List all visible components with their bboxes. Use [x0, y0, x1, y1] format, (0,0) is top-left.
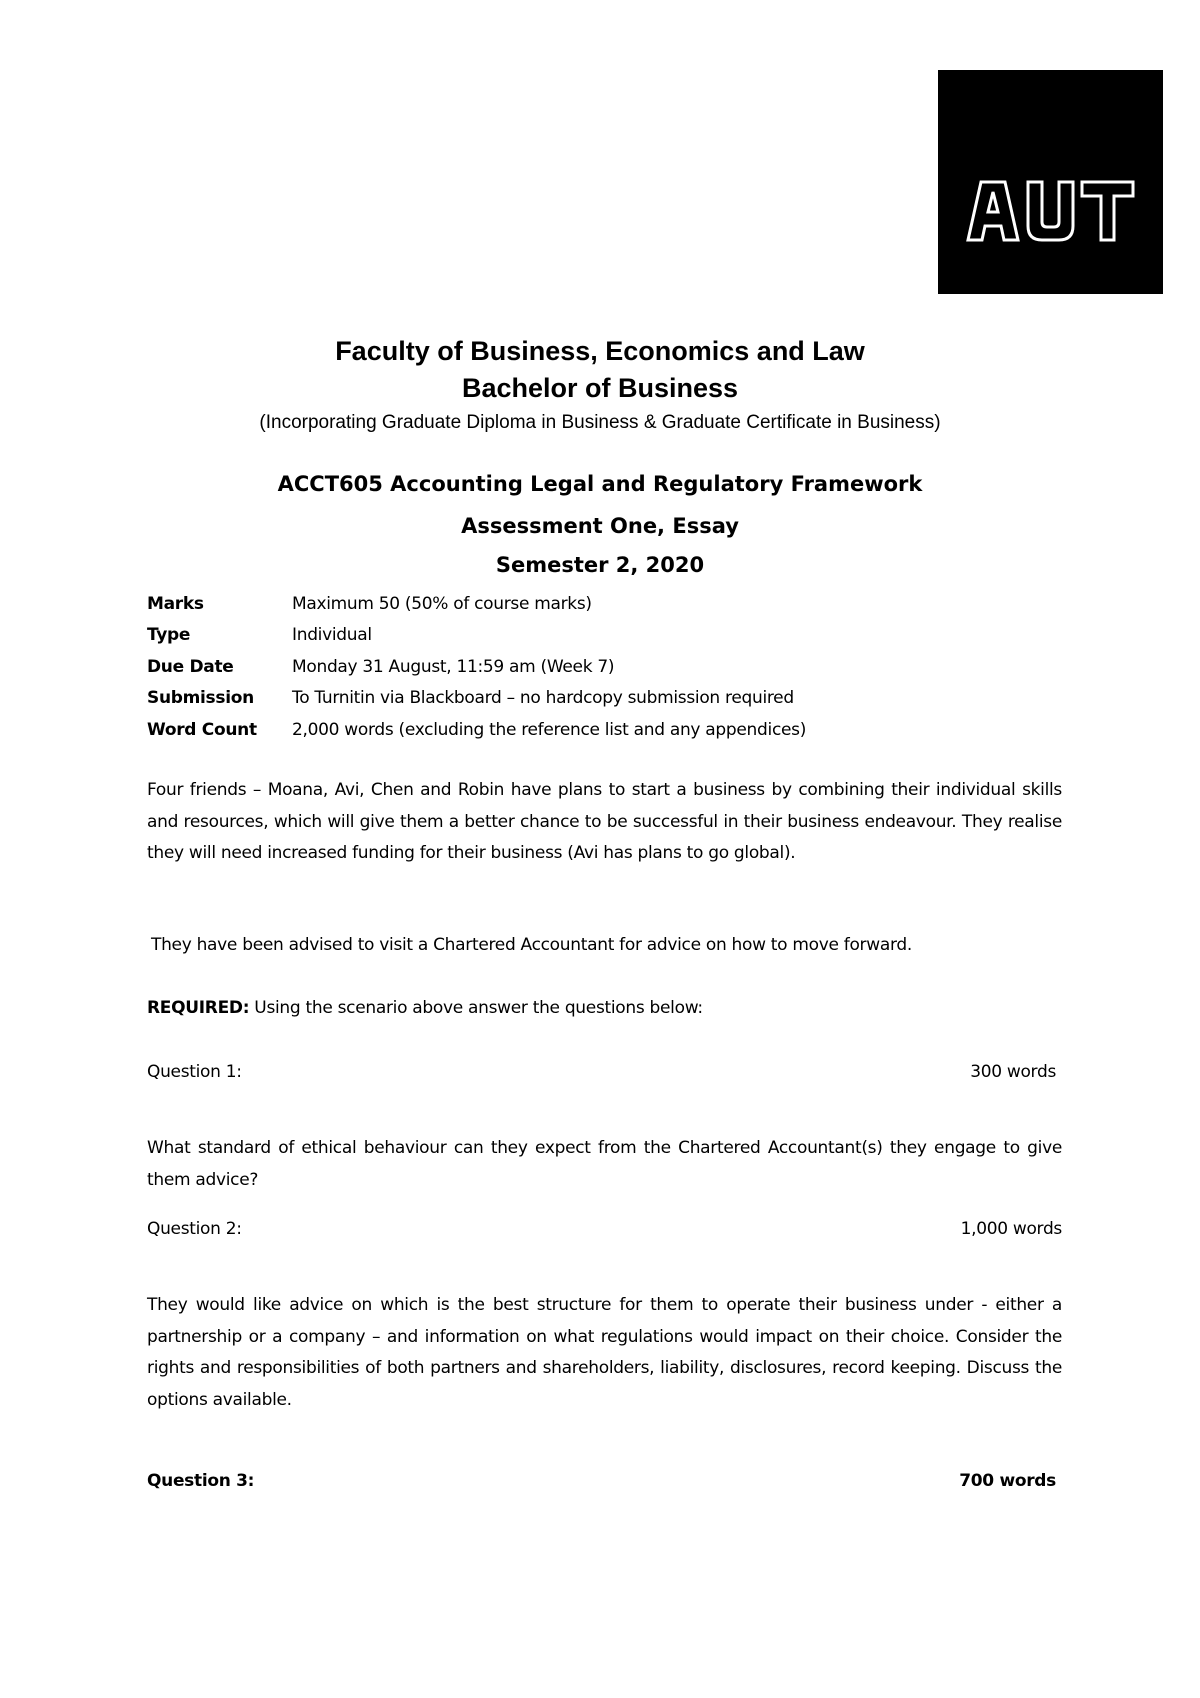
question-1-header: [147, 1057, 1062, 1089]
detail-row-marks: [147, 588, 1067, 620]
question-label: Question 3:: [147, 1471, 255, 1491]
question-label: Question 2:: [147, 1219, 242, 1239]
scenario-paragraph: Four friends – Moana, Avi, Chen and Robin have plans to start a business by combining their individual skills and resources, which will give them a better chance to be successful in their business endeavour. They realise they will need increased funding for their business (Avi has plans to go global).: [147, 780, 1062, 863]
semester-title: Semester 2, 2020: [495, 553, 705, 577]
aut-logo: [938, 70, 1163, 294]
detail-value: 2,000 words (excluding the reference list and any appendices): [292, 719, 807, 740]
detail-label: Due Date: [147, 656, 234, 677]
assessment-details: [147, 588, 1067, 746]
course-title: ACCT605 Accounting Legal and Regulatory Framework: [277, 472, 923, 496]
detail-label: Submission: [147, 688, 254, 709]
detail-value: Maximum 50 (50% of course marks): [292, 593, 592, 614]
question-3-header: [147, 1466, 1062, 1498]
detail-value: To Turnitin via Blackboard – no hardcopy submission required: [292, 688, 794, 709]
detail-row-type: [147, 620, 1067, 652]
detail-value: Monday 31 August, 11:59 am (Week 7): [292, 656, 615, 677]
question-1-text: What standard of ethical behaviour can they expect from the Chartered Accountant(s) they engage to give them advice?: [147, 1138, 1062, 1190]
required-instruction: [147, 993, 1062, 1025]
aut-logo-mark: [938, 70, 1163, 294]
required-text: Using the scenario above answer the questions below:: [249, 998, 703, 1018]
detail-row-submission: [147, 683, 1067, 715]
question-2-text: They would like advice on which is the best structure for them to operate their business under - either a partnership or a company – and information on what regulations would impact on their choice. Consider the rights and responsibilities of both partners and shareholders, liability, disclosures, record keeping. Discuss the options available.: [147, 1295, 1062, 1410]
question-2-header: [147, 1214, 1062, 1246]
detail-label: Marks: [147, 593, 204, 614]
detail-row-due-date: [147, 651, 1067, 683]
question-label: Question 1:: [147, 1062, 242, 1082]
detail-row-word-count: [147, 714, 1067, 746]
faculty-heading: Faculty of Business, Economics and Law: [335, 336, 865, 366]
scenario-advice-paragraph: They have been advised to visit a Chartered Accountant for advice on how to move forward.: [151, 935, 912, 955]
question-word-limit: 1,000 words: [960, 1219, 1062, 1239]
question-word-limit: 700 words: [959, 1471, 1056, 1491]
detail-value: Individual: [292, 625, 372, 646]
detail-label: Word Count: [147, 719, 257, 740]
degree-subtitle: (Incorporating Graduate Diploma in Business & Graduate Certificate in Business): [259, 412, 941, 433]
degree-heading: Bachelor of Business: [461, 373, 739, 403]
question-word-limit: 300 words: [970, 1062, 1056, 1082]
detail-label: Type: [147, 625, 191, 646]
assessment-title: Assessment One, Essay: [461, 514, 739, 538]
required-label: REQUIRED:: [147, 998, 250, 1018]
